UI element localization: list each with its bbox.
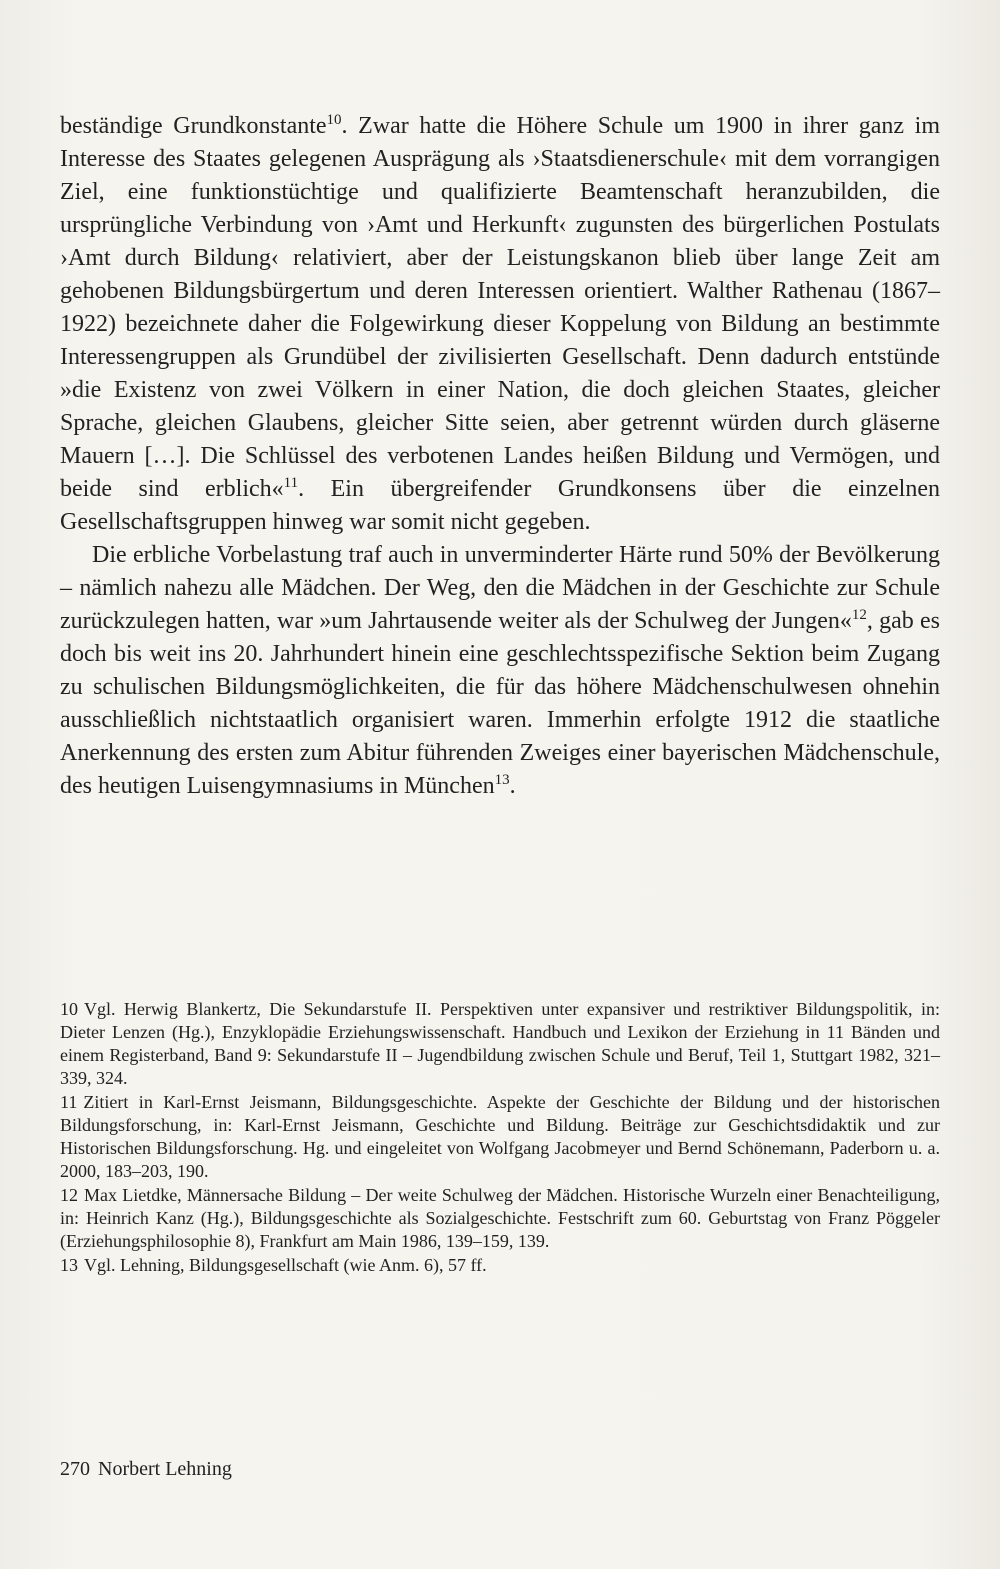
page-footer — [60, 1458, 232, 1481]
footnote-number: 11 — [60, 1092, 78, 1112]
running-author: Norbert Lehning — [98, 1458, 232, 1480]
footnotes — [60, 998, 940, 1278]
footnote-item — [60, 1184, 940, 1253]
footnote-number: 13 — [60, 1255, 78, 1275]
footnote-text: Vgl. Herwig Blankertz, Die Sekundarstufe II. Perspektiven unter expansiver und restriktiver Bildungspolitik, in: Dieter Lenzen (Hg.), Enzyklopädie Erziehungswissenschaft. Handbuch und Lexikon der Erziehung in 11 Bänden und einem Registerband, Band 9: Sekundarstufe II – Jugendbildung zwischen Schule und Beruf, Teil 1, Stuttgart 1982, 321–339, 324. — [60, 999, 940, 1088]
footnote-item — [60, 1091, 940, 1183]
footnote-number: 12 — [60, 1185, 78, 1205]
paragraph-1: beständige Grundkonstante$^{10}$. Zwar hatte die Höhere Schule um 1900 in ihrer ganz im Interesse des Staates gelegenen Ausprägung als ›Staatsdienerschule‹ mit dem vorrangigen Ziel, eine funktionstüchtige und qualifizierte Beamtenschaft heranzubilden, die ursprüngliche Verbindung von ›Amt und Herkunft‹ zugunsten des bürgerlichen Postulats ›Amt durch Bildung‹ relativiert, aber der Leistungskanon blieb über lange Zeit am gehobenen Bildungsbürgertum und deren Interessen orientiert. Walther Rathenau (1867–1922) bezeichnete daher die Folgewirkung dieser Koppelung von Bildung an bestimmte Interessengruppen als Grundübel der zivilisierten Gesellschaft. Denn dadurch entstünde »die Existenz von zwei Völkern in einer Nation, die doch gleichen Staates, gleicher Sprache, gleichen Glaubens, gleicher Sitte seien, aber getrennt würden durch gläserne Mauern […]. Die Schlüssel des verbotenen Landes heißen Bildung und Vermögen, und beide sind erblich«$^{11}$. Ein übergreifender Grundkonsens über die einzelnen Gesellschaftsgruppen hinweg war somit nicht gegeben. — [60, 112, 941, 535]
footnote-ref-13[interactable]: 13 — [494, 772, 510, 788]
paragraph-2: Die erbliche Vorbelastung traf auch in unverminderter Härte rund 50% der Bevölkerung – nämlich nahezu alle Mädchen. Der Weg, den die Mädchen in der Geschichte zur Schule zurückzulegen hatten, war »um Jahrtausende weiter als der Schulweg der Jungen«$^{12}$, gab es doch bis weit ins 20. Jahrhundert hinein eine geschlechtsspezifische Sektion beim Zugang zu schulischen Bildungsmöglichkeiten, die für das höhere Mädchenschulwesen ohnehin ausschließlich nichtstaatlich organisiert waren. Immerhin erfolgte 1912 die staatliche Anerkennung des ersten zum Abitur führenden Zweiges einer bayerischen Mädchenschule, des heutigen Luisengymnasiums in München$^{13}$. — [60, 542, 940, 799]
footnote-ref-12[interactable]: 12 — [851, 607, 867, 623]
footnote-ref-11[interactable]: 11 — [283, 475, 299, 491]
footnote-ref-10[interactable]: 10 — [326, 112, 342, 128]
footnote-item — [60, 1254, 940, 1277]
footnote-item — [60, 998, 940, 1090]
page-number: 270 — [60, 1458, 90, 1480]
footnote-text: Max Lietdke, Männersache Bildung – Der weite Schulweg der Mädchen. Historische Wurzeln einer Benachteiligung, in: Heinrich Kanz (Hg.), Bildungsgeschichte als Sozialgeschichte. Festschrift zum 60. Geburtstag von Franz Pöggeler (Erziehungsphilosophie 8), Frankfurt am Main 1986, 139–159, 139. — [60, 1185, 940, 1251]
footnote-text: Zitiert in Karl-Ernst Jeismann, Bildungsgeschichte. Aspekte der Geschichte der Bildung und der historischen Bildungsforschung, in: Karl-Ernst Jeismann, Geschichte und Bildung. Beiträge zur Geschichtsdidaktik und zur Historischen Bildungsforschung. Hg. und eingeleitet von Wolfgang Jacobmeyer und Bernd Schönemann, Paderborn u. a. 2000, 183–203, 190. — [60, 1092, 940, 1181]
footnote-number: 10 — [60, 999, 78, 1019]
footnote-text: Vgl. Lehning, Bildungsgesellschaft (wie Anm. 6), 57 ff. — [84, 1255, 487, 1275]
main-text — [60, 110, 940, 803]
